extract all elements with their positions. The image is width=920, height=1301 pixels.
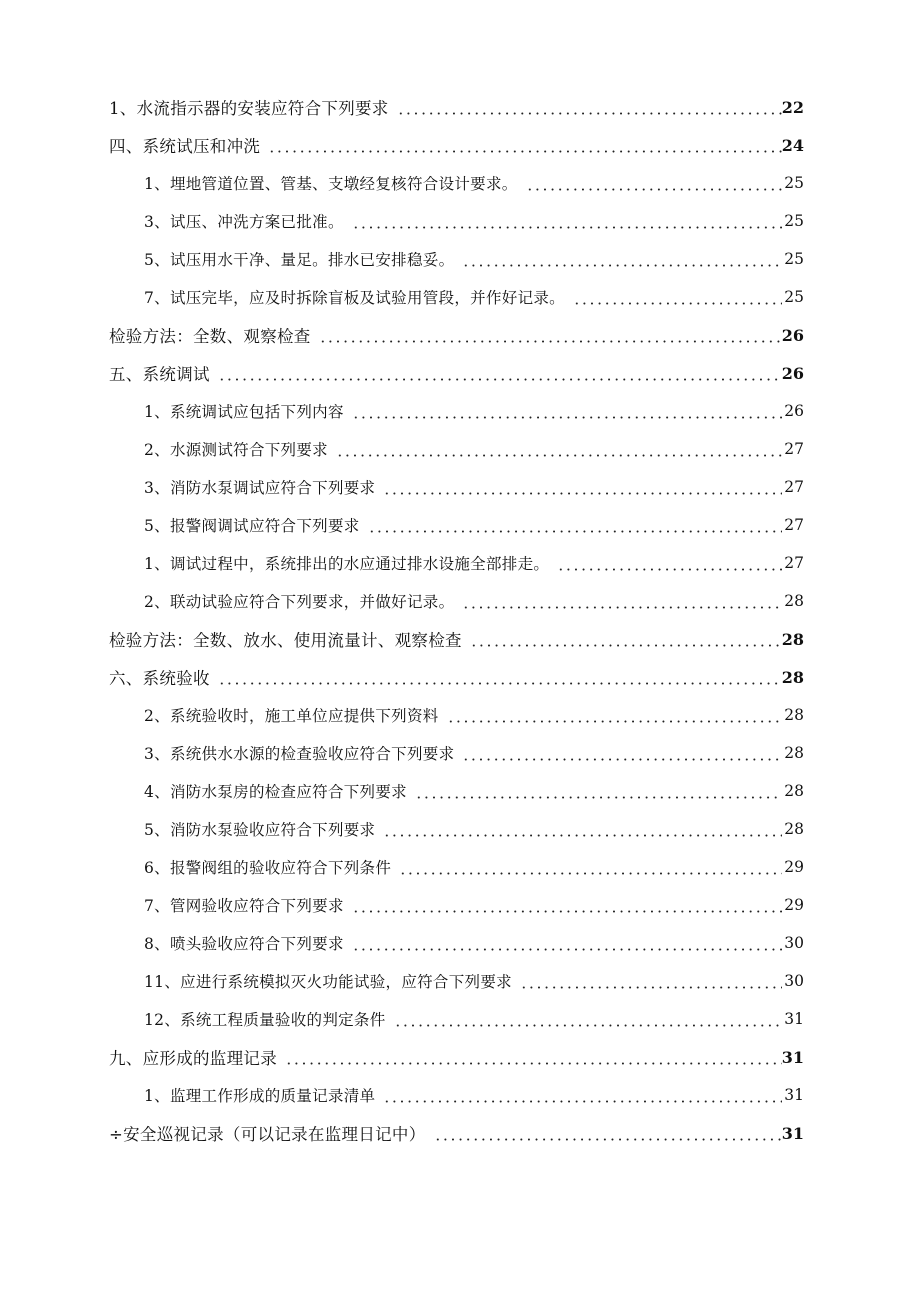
toc-dot-leader bbox=[268, 150, 782, 153]
toc-leader-container bbox=[386, 1018, 804, 1021]
toc-leader-container bbox=[407, 790, 804, 793]
toc-dot-leader bbox=[383, 1100, 782, 1103]
toc-entry-title: 12、系统工程质量验收的判定条件 bbox=[144, 1011, 386, 1029]
toc-page-number: 30 bbox=[784, 972, 804, 990]
toc-entry-title: 2、联动试验应符合下列要求，并做好记录。 bbox=[144, 593, 455, 611]
toc-dot-leader bbox=[447, 720, 782, 723]
toc-subsection-entry[interactable] bbox=[0, 582, 920, 620]
toc-subsection-entry[interactable] bbox=[0, 962, 920, 1000]
toc-dot-leader bbox=[218, 378, 782, 381]
toc-dot-leader bbox=[336, 454, 782, 457]
toc-dot-leader bbox=[462, 264, 782, 267]
toc-dot-leader bbox=[352, 226, 782, 229]
toc-entry-title: 3、试压、冲洗方案已批准。 bbox=[144, 213, 344, 231]
toc-entry-title: 3、消防水泵调试应符合下列要求 bbox=[144, 479, 376, 497]
toc-dot-leader bbox=[399, 872, 782, 875]
toc-leader-container bbox=[311, 334, 804, 337]
toc-entry-title: 2、系统验收时，施工单位应提供下列资料 bbox=[144, 707, 439, 725]
toc-page-number: 27 bbox=[784, 440, 804, 458]
toc-leader-container bbox=[277, 1056, 804, 1059]
toc-leader-container bbox=[426, 1132, 804, 1135]
toc-dot-leader bbox=[368, 530, 782, 533]
toc-entry-title: 1、水流指示器的安装应符合下列要求 bbox=[109, 99, 389, 118]
toc-entry-title: 五、系统调试 bbox=[109, 365, 210, 384]
toc-dot-leader bbox=[352, 948, 782, 951]
toc-leader-container bbox=[210, 372, 804, 375]
toc-subsection-entry[interactable] bbox=[0, 240, 920, 278]
toc-leader-container bbox=[512, 980, 804, 983]
toc-page-number: 28 bbox=[784, 592, 804, 610]
toc-subsection-entry[interactable] bbox=[0, 696, 920, 734]
toc-dot-leader bbox=[394, 1024, 782, 1027]
toc-leader-container bbox=[375, 486, 804, 489]
toc-subsection-entry[interactable] bbox=[0, 772, 920, 810]
toc-page-number: 28 bbox=[781, 667, 804, 687]
toc-page-number: 22 bbox=[781, 97, 804, 117]
toc-section-entry[interactable] bbox=[0, 316, 920, 354]
toc-dot-leader bbox=[462, 606, 782, 609]
toc-entry-title: 7、管网验收应符合下列要求 bbox=[144, 897, 344, 915]
toc-subsection-entry[interactable] bbox=[0, 164, 920, 202]
toc-leader-container bbox=[518, 182, 804, 185]
toc-page-number: 31 bbox=[781, 1047, 804, 1067]
toc-entry-title: 1、调试过程中，系统排出的水应通过排水设施全部排走。 bbox=[144, 555, 550, 573]
toc-page-number: 25 bbox=[784, 212, 804, 230]
toc-subsection-entry[interactable] bbox=[0, 468, 920, 506]
toc-leader-container bbox=[565, 296, 804, 299]
toc-entry-title: 11、应进行系统模拟灭火功能试验，应符合下列要求 bbox=[144, 973, 512, 991]
toc-page-number: 26 bbox=[781, 325, 804, 345]
toc-page-number: 25 bbox=[784, 174, 804, 192]
toc-dot-leader bbox=[415, 796, 782, 799]
toc-dot-leader bbox=[470, 644, 782, 647]
toc-subsection-entry[interactable] bbox=[0, 392, 920, 430]
toc-entry-title: 7、试压完毕，应及时拆除盲板及试验用管段，并作好记录。 bbox=[144, 289, 565, 307]
toc-section-entry[interactable] bbox=[0, 620, 920, 658]
toc-leader-container bbox=[360, 524, 804, 527]
toc-page-number: 31 bbox=[784, 1010, 804, 1028]
toc-subsection-entry[interactable] bbox=[0, 734, 920, 772]
toc-dot-leader bbox=[383, 834, 782, 837]
toc-entry-title: 5、消防水泵验收应符合下列要求 bbox=[144, 821, 376, 839]
toc-subsection-entry[interactable] bbox=[0, 506, 920, 544]
toc-page-number: 25 bbox=[784, 250, 804, 268]
toc-page-number: 28 bbox=[784, 706, 804, 724]
toc-entry-title: 1、埋地管道位置、管基、支墩经复核符合设计要求。 bbox=[144, 175, 518, 193]
toc-dot-leader bbox=[434, 1138, 782, 1141]
toc-entry-title: 8、喷头验收应符合下列要求 bbox=[144, 935, 344, 953]
toc-entry-title: 四、系统试压和冲洗 bbox=[109, 137, 261, 156]
toc-leader-container bbox=[344, 410, 804, 413]
toc-subsection-entry[interactable] bbox=[0, 886, 920, 924]
toc-entry-title: 九、应形成的监理记录 bbox=[109, 1049, 277, 1068]
toc-dot-leader bbox=[319, 340, 782, 343]
toc-leader-container bbox=[328, 448, 804, 451]
toc-page-number: 24 bbox=[781, 135, 804, 155]
toc-dot-leader bbox=[352, 910, 782, 913]
toc-dot-leader bbox=[573, 302, 782, 305]
toc-leader-container bbox=[375, 1094, 804, 1097]
toc-leader-container bbox=[391, 866, 804, 869]
toc-page-number: 27 bbox=[784, 554, 804, 572]
toc-page-number: 28 bbox=[784, 744, 804, 762]
toc-subsection-entry[interactable] bbox=[0, 430, 920, 468]
toc-subsection-entry[interactable] bbox=[0, 1000, 920, 1038]
toc-leader-container bbox=[375, 828, 804, 831]
toc-entry-title: ÷安全巡视记录（可以记录在监理日记中） bbox=[109, 1125, 426, 1144]
toc-page-number: 27 bbox=[784, 516, 804, 534]
toc-subsection-entry[interactable] bbox=[0, 202, 920, 240]
toc-leader-container bbox=[454, 752, 804, 755]
toc-page-number: 25 bbox=[784, 288, 804, 306]
toc-leader-container bbox=[344, 942, 804, 945]
toc-subsection-entry[interactable] bbox=[0, 278, 920, 316]
toc-entry-title: 检验方法：全数、观察检查 bbox=[109, 327, 311, 346]
toc-page-number: 29 bbox=[784, 896, 804, 914]
toc-subsection-entry[interactable] bbox=[0, 544, 920, 582]
toc-page-number: 30 bbox=[784, 934, 804, 952]
toc-leader-container bbox=[439, 714, 804, 717]
toc-dot-leader bbox=[352, 416, 782, 419]
toc-leader-container bbox=[462, 638, 804, 641]
toc-page-number: 28 bbox=[784, 782, 804, 800]
toc-entry-title: 六、系统验收 bbox=[109, 669, 210, 688]
toc-subsection-entry[interactable] bbox=[0, 810, 920, 848]
toc-page-number: 29 bbox=[784, 858, 804, 876]
toc-entry-title: 3、系统供水水源的检查验收应符合下列要求 bbox=[144, 745, 455, 763]
toc-leader-container bbox=[549, 562, 804, 565]
toc-entry-title: 4、消防水泵房的检查应符合下列要求 bbox=[144, 783, 407, 801]
toc-dot-leader bbox=[526, 188, 782, 191]
toc-section-entry[interactable] bbox=[0, 88, 920, 126]
toc-leader-container bbox=[344, 904, 804, 907]
toc-section-entry[interactable] bbox=[0, 126, 920, 164]
table-of-contents bbox=[0, 88, 920, 1152]
toc-leader-container bbox=[260, 144, 804, 147]
toc-entry-title: 5、报警阀调试应符合下列要求 bbox=[144, 517, 360, 535]
toc-section-entry[interactable] bbox=[0, 1038, 920, 1076]
toc-section-entry[interactable] bbox=[0, 354, 920, 392]
toc-page-number: 28 bbox=[784, 820, 804, 838]
toc-page-number: 27 bbox=[784, 478, 804, 496]
toc-subsection-entry[interactable] bbox=[0, 1076, 920, 1114]
toc-dot-leader bbox=[285, 1062, 782, 1065]
toc-page-number: 26 bbox=[781, 363, 804, 383]
toc-entry-title: 1、系统调试应包括下列内容 bbox=[144, 403, 344, 421]
toc-page-number: 31 bbox=[781, 1123, 804, 1143]
toc-section-entry[interactable] bbox=[0, 1114, 920, 1152]
toc-entry-title: 1、监理工作形成的质量记录清单 bbox=[144, 1087, 376, 1105]
toc-subsection-entry[interactable] bbox=[0, 924, 920, 962]
toc-page-number: 28 bbox=[781, 629, 804, 649]
toc-leader-container bbox=[344, 220, 804, 223]
toc-page-number: 26 bbox=[784, 402, 804, 420]
toc-dot-leader bbox=[218, 682, 782, 685]
toc-entry-title: 检验方法：全数、放水、使用流量计、观察检查 bbox=[109, 631, 462, 650]
toc-entry-title: 6、报警阀组的验收应符合下列条件 bbox=[144, 859, 392, 877]
toc-leader-container bbox=[389, 106, 804, 109]
toc-entry-title: 5、试压用水干净、量足。排水已安排稳妥。 bbox=[144, 251, 455, 269]
toc-dot-leader bbox=[397, 112, 782, 115]
toc-leader-container bbox=[210, 676, 804, 679]
toc-leader-container bbox=[454, 258, 804, 261]
toc-dot-leader bbox=[520, 986, 782, 989]
toc-dot-leader bbox=[462, 758, 782, 761]
toc-page-number: 31 bbox=[784, 1086, 804, 1104]
toc-entry-title: 2、水源测试符合下列要求 bbox=[144, 441, 328, 459]
toc-leader-container bbox=[454, 600, 804, 603]
toc-section-entry[interactable] bbox=[0, 658, 920, 696]
toc-dot-leader bbox=[383, 492, 782, 495]
toc-subsection-entry[interactable] bbox=[0, 848, 920, 886]
toc-dot-leader bbox=[557, 568, 782, 571]
